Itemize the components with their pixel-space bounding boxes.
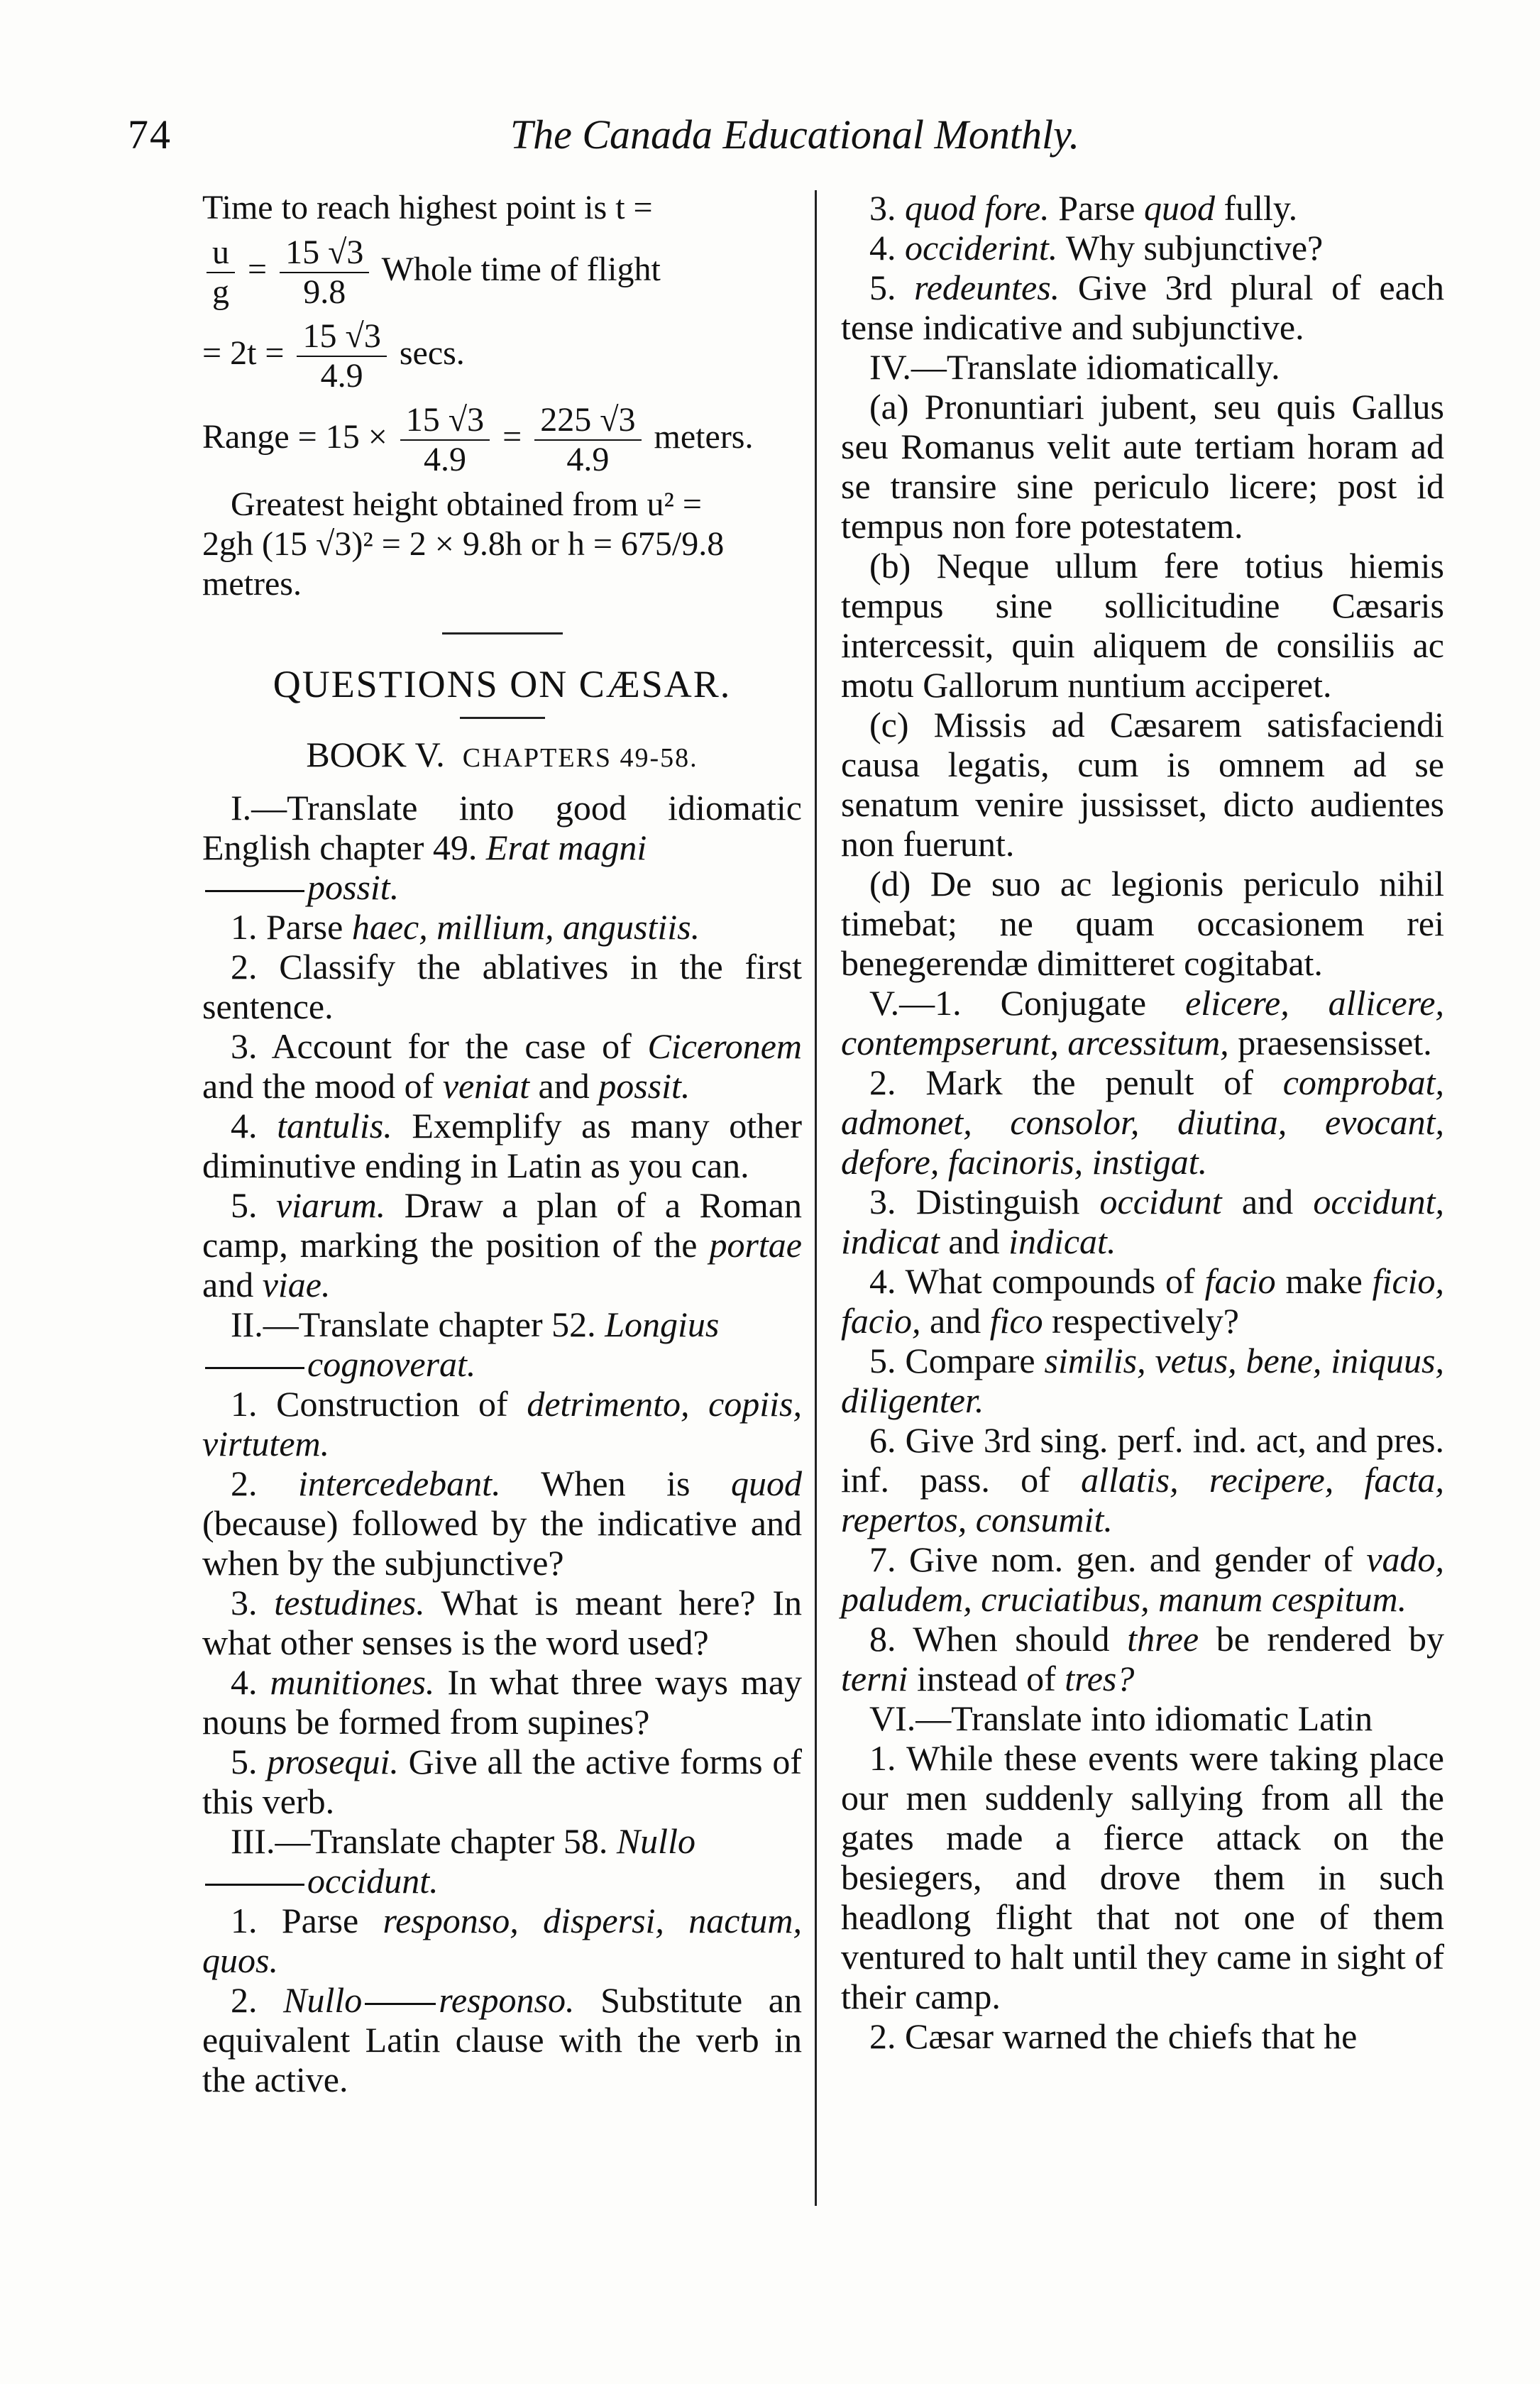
question-IV: IV.—Translate idiomatically. [869, 347, 1280, 387]
question-V-2: 2. Mark the penult of comprobat, admonet, consolor, diutina, evocant, defore, facinoris, instigat. [841, 1062, 1445, 1182]
book-chapters-heading: BOOK V. CHAPTERS 49-58. [306, 735, 698, 774]
page-number: 74 [128, 111, 172, 158]
page-header [128, 106, 1462, 170]
question-III-1: 1. Parse responso, dispersi, nactum, quos. [202, 1901, 802, 1980]
question-IV-b: (b) Neque ullum fere totius hiemis tempus sine sollicitudine Cæsaris intercessit, quin aliquem de consiliis ac motu Gallorum nuntium acciperet. [841, 546, 1444, 705]
section-divider [442, 632, 563, 635]
physics-solution [202, 188, 802, 604]
question-VI-1: 1. While these events were taking place our men suddenly sallying from all the gates made a fierce attack on the besiegers, and drove them in such headlong flight that not one of them ventured to halt until they came in sight of their camp. [841, 1738, 1444, 2016]
question-III: III.—Translate chapter 58. Nullo occidunt. [202, 1821, 802, 1901]
title-rule [460, 717, 545, 719]
question-VI-2: 2. Cæsar warned the chiefs that he [869, 2016, 1358, 2056]
question-IV-d: (d) De suo ac legionis periculo nihil timebat; ne quam occasionem rei benegerendæ dimitteret cogitabat. [841, 864, 1444, 983]
fraction-range-1: $\frac{15 √3}{4.9}$ [400, 401, 490, 479]
question-I-5: 5. viarum. Draw a plan of a Roman camp, marking the position of the portae and viae. [202, 1185, 802, 1304]
section-title: QUESTIONS ON CÆSAR. [273, 663, 732, 705]
question-I: I.—Translate into good idiomatic English chapter 49. Erat magni possit. [202, 788, 802, 907]
question-VI: VI.—Translate into idiomatic Latin [869, 1698, 1373, 1738]
question-II-2: 2. intercedebant. When is quod (because) followed by the indicative and when by the subjunctive? [202, 1463, 802, 1583]
math-range-line: Range = 15 × $\frac{15 √3}{4.9}$ = $\frac{225 √3}{4.9}$ meters. [202, 401, 754, 478]
left-column [202, 188, 802, 2099]
fraction-flight: $\frac{15 √3}{4.9}$ [297, 317, 386, 395]
question-I-3-cont: 3. quod fore. Parse quod fully. [869, 188, 1298, 228]
question-I-4: 4. tantulis. Exemplify as many other diminutive ending in Latin as you can. [202, 1106, 802, 1185]
question-III-2: 2. Nullo responso. Substitute an equivalent Latin clause with the verb in the active. [202, 1980, 802, 2099]
math-line-2: $\frac{u}{g}$ = $\frac{15 √3}{9.8}$ Whole time of flight [202, 234, 802, 312]
whole-time-label: Whole time of flight [381, 251, 661, 289]
math-line-1: Time to reach highest point is t = [202, 189, 653, 226]
question-V-1: V.—1. Conjugate elicere, allicere, contempserunt, arcessitum, praesensisset. [841, 983, 1445, 1062]
question-V-7: 7. Give nom. gen. and gender of vado, paludem, cruciatibus, manum cespitum. [841, 1539, 1445, 1619]
fraction-range-2: $\frac{225 √3}{4.9}$ [534, 401, 641, 479]
running-title: The Canada Educational Monthly. [510, 111, 1080, 158]
greatest-height-line: Greatest height obtained from u² = [231, 485, 702, 523]
question-V-6: 6. Give 3rd sing. perf. ind. act, and pres. inf. pass. of allatis, recipere, facta, repertos, consumit. [841, 1420, 1444, 1539]
question-III-5: 5. redeuntes. Give 3rd plural of each tense indicative and subjunctive. [841, 268, 1445, 347]
question-IV-a: (a) Pronuntiari jubent, seu quis Gallus seu Romanus velit aute tertiam horam ad se transire sine periculo licere; post id tempus non fore potestatem. [841, 387, 1444, 546]
fraction-u-g: $\frac{u}{g}$ [207, 234, 235, 312]
gh-equation: 2gh (15 √3)² = 2 × 9.8h or h = 675/9.8 [202, 525, 725, 563]
metres-unit: metres. [202, 565, 302, 603]
question-III-4: 4. occiderint. Why subjunctive? [869, 228, 1324, 268]
column-divider [815, 190, 817, 2206]
question-II: II.—Translate chapter 52. Longius cognoverat. [202, 1304, 802, 1384]
question-V-4: 4. What compounds of facio make ficio, facio, and fico respectively? [841, 1261, 1445, 1341]
question-I-2: 2. Classify the ablatives in the first sentence. [202, 947, 802, 1026]
fraction-time: $\frac{15 √3}{9.8}$ [280, 234, 369, 312]
math-line-3: = 2t = $\frac{15 √3}{4.9}$ secs. [202, 317, 465, 395]
question-II-4: 4. munitiones. In what three ways may nouns be formed from supines? [202, 1662, 803, 1742]
question-V-5: 5. Compare similis, vetus, bene, iniquus, diligenter. [841, 1341, 1445, 1420]
question-II-3: 3. testudines. What is meant here? In what other senses is the word used? [202, 1583, 803, 1662]
right-column [841, 188, 1444, 2056]
question-V-8: 8. When should three be rendered by terni instead of tres? [841, 1619, 1445, 1698]
question-II-1: 1. Construction of detrimento, copiis, virtutem. [202, 1384, 803, 1463]
question-IV-c: (c) Missis ad Cæsarem satisfaciendi causa legatis, cum is omnem ad se senatum venire jussisset, dicto audientes non fuerunt. [841, 705, 1444, 864]
question-II-5: 5. prosequi. Give all the active forms of this verb. [202, 1742, 802, 1821]
question-V-3: 3. Distinguish occidunt and occidunt, indicat and indicat. [841, 1182, 1445, 1261]
question-I-1: 1. Parse haec, millium, angustiis. [231, 907, 700, 947]
question-I-3: 3. Account for the case of Ciceronem and the mood of veniat and possit. [202, 1026, 803, 1106]
